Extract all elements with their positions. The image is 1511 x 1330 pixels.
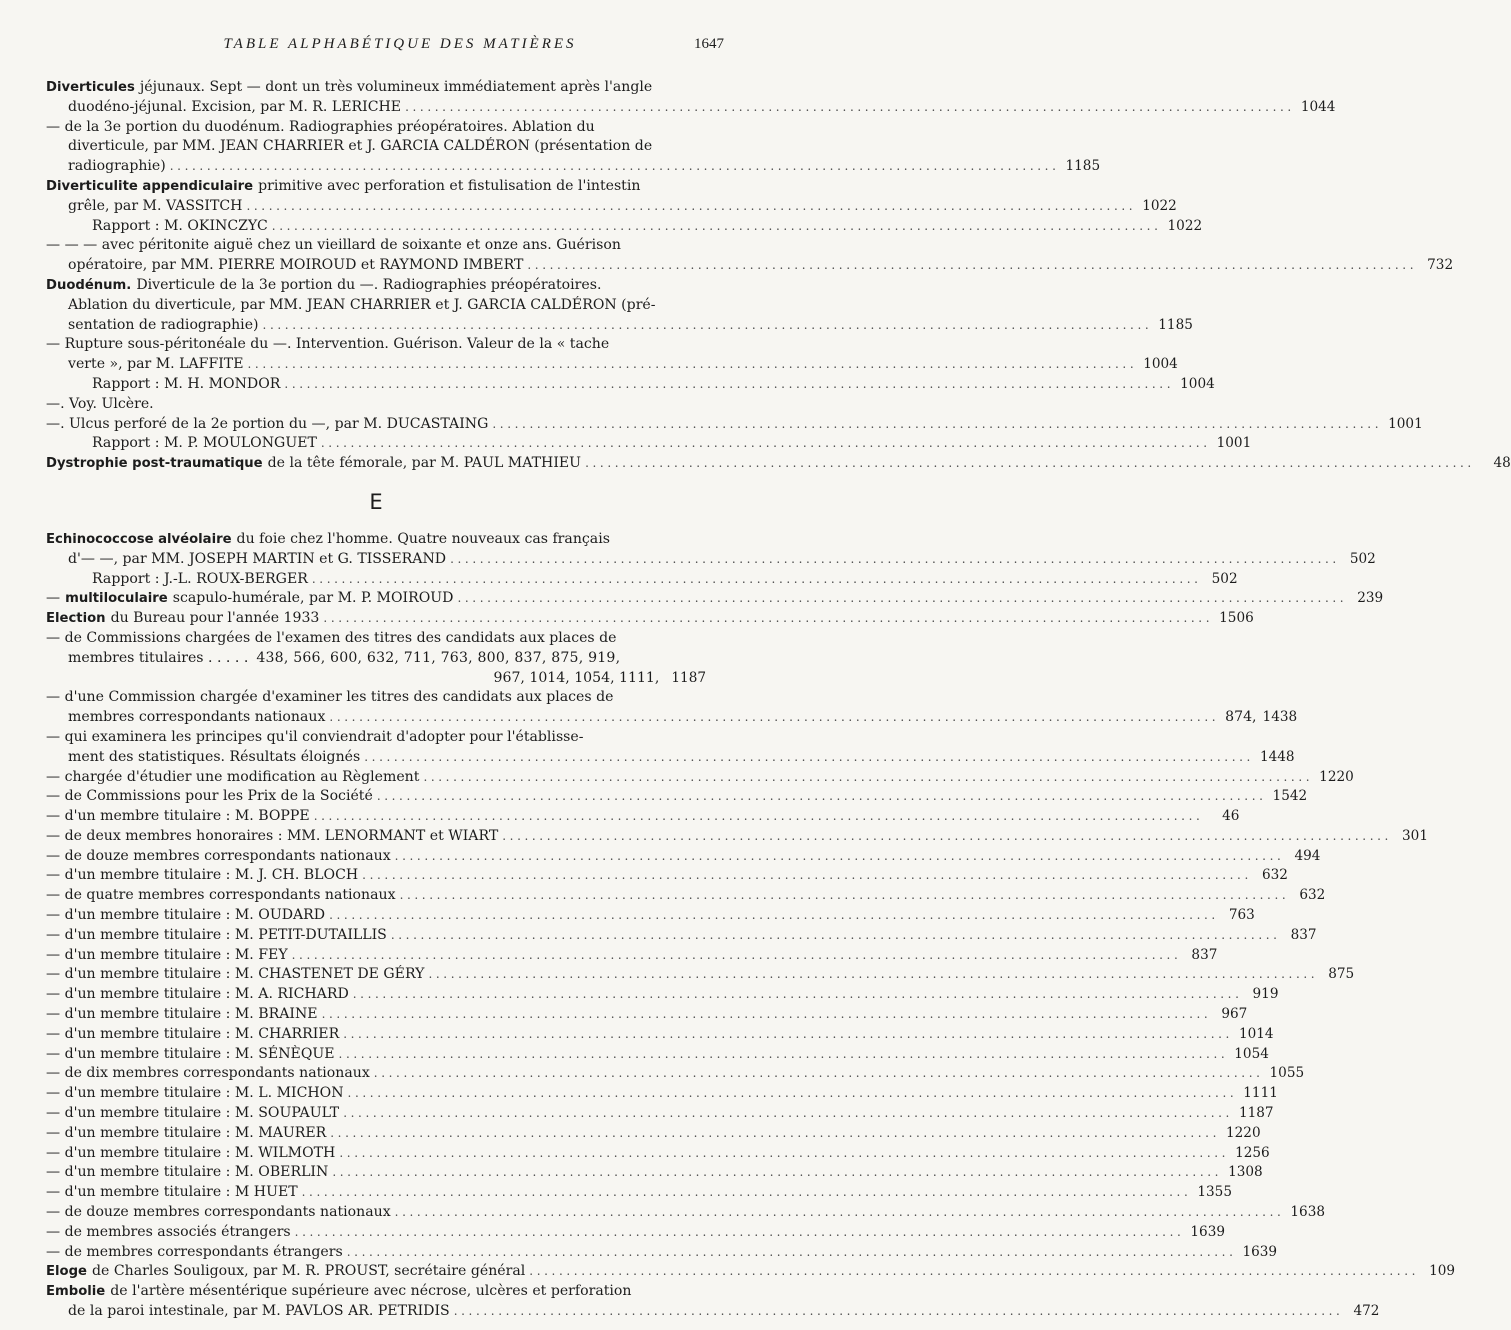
- page-reference: 1308: [1228, 1164, 1263, 1181]
- entry-text: — de quatre membres correspondants nationaux: [46, 887, 396, 904]
- entry-keyword: multiloculaire: [65, 591, 168, 607]
- page-reference: 875: [1328, 966, 1355, 983]
- entry-text: —: [46, 590, 61, 607]
- section-d-entries: [46, 78, 1511, 474]
- entry-text: — d'un membre titulaire : M. SOUPAULT: [46, 1105, 340, 1122]
- entry-text: — de membres correspondants étrangers: [46, 1243, 343, 1260]
- dot-leader: ........................................................................................................................: [364, 749, 1254, 764]
- entry-keyword: Election: [46, 611, 106, 627]
- index-line: [46, 886, 1326, 906]
- index-line: [46, 807, 1240, 827]
- index-line: [46, 1243, 1278, 1263]
- page-reference: 1638: [1290, 1204, 1326, 1221]
- page-reference: 919: [1252, 986, 1279, 1003]
- index-line: [46, 1144, 1270, 1164]
- page-reference: 1220: [1319, 768, 1354, 785]
- entry-text: duodéno-jéjunal. Excision, par M. R. LERICHE: [68, 98, 402, 115]
- entry-text: — d'un membre titulaire : M. A. RICHARD: [46, 986, 349, 1003]
- page-reference: 239: [1357, 590, 1384, 607]
- page-number: 1647: [694, 36, 724, 52]
- entry-text: diverticule, par MM. JEAN CHARRIER et J. GARCIA CALDÉRON (présentation de: [68, 138, 653, 155]
- index-line: [46, 1163, 1263, 1183]
- entry-keyword: Dystrophie post-traumatique: [46, 456, 263, 472]
- entry-text: — chargée d'étudier une modification au Règlement: [46, 768, 420, 785]
- dot-leader: ........................................................................................................................: [330, 1125, 1220, 1140]
- page-reference: 1542: [1272, 788, 1308, 805]
- entry-text: — d'un membre titulaire : M HUET: [46, 1184, 298, 1201]
- dot-leader: ........................................................................................................................: [332, 1165, 1223, 1180]
- dot-leader: ........................................................................................................................: [585, 456, 1475, 471]
- index-line: [46, 395, 706, 415]
- index-line: [46, 1045, 1269, 1065]
- entry-text: — d'un membre titulaire : M. OUDARD: [46, 907, 326, 924]
- entry-text: scapulo-humérale, par M. P. MOIROUD: [172, 590, 454, 607]
- entry-text: opératoire, par MM. PIERRE MOIROUD et RAYMOND IMBERT: [68, 257, 524, 274]
- index-line: [46, 1183, 1232, 1203]
- index-line: [46, 1025, 1274, 1045]
- index-line: [46, 946, 1218, 966]
- dot-leader: ........................................................................................................................: [291, 947, 1182, 962]
- dot-leader: ........................................................................................................................: [339, 1145, 1230, 1160]
- dot-leader: ........................................................................................................................: [262, 317, 1153, 332]
- index-line: [46, 1104, 1274, 1124]
- page-reference: 301: [1402, 827, 1428, 844]
- index-line: [46, 1005, 1248, 1025]
- entry-text: — d'un membre titulaire : M. BRAINE: [46, 1006, 318, 1023]
- page-reference: 632: [1299, 887, 1326, 904]
- page-reference: 1022: [1142, 197, 1177, 214]
- index-line: [46, 985, 1279, 1005]
- index-line: [46, 415, 1423, 435]
- page-reference: 632: [1261, 867, 1288, 884]
- entry-text: — de Commissions pour les Prix de la Société: [46, 788, 373, 805]
- entry-text: grêle, par M. VASSITCH: [68, 197, 243, 214]
- entry-text: Diverticule de la 3e portion du —. Radiographies préopératoires.: [136, 276, 602, 293]
- dot-leader: ........................................................................................................................: [453, 1304, 1344, 1319]
- index-line: [46, 256, 1454, 276]
- dot-leader: ........................................................................................................................: [373, 1066, 1264, 1081]
- dot-leader: ........................................................................................................................: [343, 1026, 1233, 1041]
- page-reference: 1001: [1216, 435, 1252, 452]
- index-line: [46, 335, 706, 355]
- index-line: [46, 1124, 1261, 1144]
- entry-text: — de Commissions chargées de l'examen des titres des candidats aux places de: [46, 629, 617, 646]
- entry-text: — de la 3e portion du duodénum. Radiographies préopératoires. Ablation du: [46, 118, 595, 135]
- page-reference: 1004: [1180, 375, 1215, 392]
- entry-text: membres titulaires . . . . .: [68, 649, 249, 666]
- dot-leader: ........................................................................................................................: [320, 436, 1211, 451]
- page-reference: 502: [1349, 550, 1376, 567]
- entry-text: —. Ulcus perforé de la 2e portion du —, par M. DUCASTAING: [46, 415, 489, 432]
- index-line: [46, 688, 706, 708]
- index-line: [46, 236, 706, 256]
- page-header: [0, 36, 800, 58]
- dot-leader: ........................................................................................................................: [492, 416, 1383, 431]
- index-line: [46, 276, 706, 296]
- page-reference: 1256: [1235, 1144, 1270, 1161]
- dot-leader: ........................................................................................................................: [362, 868, 1252, 883]
- index-line: [46, 1282, 706, 1302]
- entry-text: membres correspondants nationaux: [68, 709, 326, 726]
- page-reference: 1044: [1300, 98, 1336, 115]
- entry-text: — d'un membre titulaire : M. PETIT-DUTAILLIS: [46, 926, 387, 943]
- entry-text: — d'un membre titulaire : M. L. MICHON: [46, 1085, 344, 1102]
- index-line: [46, 1262, 1456, 1282]
- entry-text: — d'un membre titulaire : M. FEY: [46, 946, 288, 963]
- index-content: [46, 78, 1511, 1322]
- entry-text: Rapport : M. H. MONDOR: [92, 375, 281, 392]
- dot-leader: ........................................................................................................................: [450, 551, 1340, 566]
- dot-leader: ........................................................................................................................: [394, 848, 1285, 863]
- page-reference: 837: [1290, 926, 1317, 943]
- entry-text: Rapport : M. OKINCZYC: [92, 217, 268, 234]
- dot-leader: ........................................................................................................................: [394, 1205, 1285, 1220]
- section-e-entries: [46, 530, 1456, 1322]
- page-reference: 967: [1221, 1006, 1248, 1023]
- dot-leader: ........................................................................................................................: [321, 1007, 1212, 1022]
- dot-leader: ........................................................................................................................: [529, 1264, 1420, 1279]
- page-reference: 1220: [1226, 1124, 1261, 1141]
- index-line: [46, 177, 706, 197]
- entry-text: — de deux membres honoraires : MM. LENORMANT et WIART: [46, 827, 499, 844]
- entry-text: primitive avec perforation et fistulisation de l'intestin: [258, 177, 641, 194]
- section-letter-heading: E: [369, 489, 383, 514]
- page-reference: 1187: [1238, 1105, 1274, 1122]
- index-line: [46, 629, 706, 649]
- page-reference: 1055: [1269, 1065, 1305, 1082]
- entry-keyword: Eloge: [46, 1264, 87, 1280]
- page-reference: 1004: [1143, 356, 1178, 373]
- entry-text: — d'un membre titulaire : M. BOPPE: [46, 808, 310, 825]
- page-reference: 1014: [1238, 1025, 1274, 1042]
- index-line: [46, 550, 1376, 570]
- index-line: [46, 708, 1298, 728]
- page-reference: 1438: [1262, 709, 1298, 726]
- index-line: [46, 296, 706, 316]
- dot-leader: ........................................................................................................................: [376, 789, 1267, 804]
- page-list: 874,: [1225, 709, 1257, 726]
- index-line: [46, 454, 1511, 474]
- dot-leader: ........................................................................................................................: [346, 1244, 1237, 1259]
- entry-text: de Charles Souligoux, par M. R. PROUST, secrétaire général: [91, 1263, 526, 1280]
- entry-text: — d'un membre titulaire : M. MAURER: [46, 1124, 327, 1141]
- entry-text: — de douze membres correspondants nationaux: [46, 847, 391, 864]
- page-reference: 1185: [1158, 316, 1193, 333]
- entry-keyword: Echinococcose alvéolaire: [46, 531, 232, 547]
- entry-text: — de dix membres correspondants nationaux: [46, 1065, 370, 1082]
- entry-text: sentation de radiographie): [68, 316, 259, 333]
- dot-leader: ........................................................................................................................: [347, 1086, 1238, 1101]
- page-reference: 1506: [1219, 610, 1254, 627]
- entry-text: verte », par M. LAFFITE: [68, 356, 244, 373]
- index-line: [46, 355, 1178, 375]
- entry-keyword: Duodénum.: [46, 277, 132, 293]
- index-line: [46, 217, 1203, 237]
- entry-text: — d'un membre titulaire : M. J. CH. BLOCH: [46, 867, 359, 884]
- index-line: [46, 827, 1428, 847]
- entry-keyword: Embolie: [46, 1284, 106, 1300]
- entry-text: Rapport : M. P. MOULONGUET: [92, 435, 317, 452]
- entry-text: — d'un membre titulaire : M. OBERLIN: [46, 1164, 329, 1181]
- index-line: [46, 1302, 1380, 1322]
- page-reference: 837: [1191, 946, 1218, 963]
- entry-text: — d'un membre titulaire : M. CHARRIER: [46, 1025, 340, 1042]
- index-line: [46, 748, 1295, 768]
- dot-leader: ........................................................................................................................: [301, 1185, 1192, 1200]
- page-reference: 109: [1429, 1263, 1456, 1280]
- page-reference: 1022: [1167, 217, 1203, 234]
- index-line: [46, 98, 1336, 118]
- page-reference: 1001: [1388, 415, 1423, 432]
- entry-text: radiographie): [68, 158, 166, 175]
- dot-leader: ........................................................................................................................: [284, 376, 1175, 391]
- entry-text: d'— —, par MM. JOSEPH MARTIN et G. TISSERAND: [68, 550, 447, 567]
- index-line: [46, 787, 1308, 807]
- index-line: [46, 649, 706, 669]
- entry-text: — de membres associés étrangers: [46, 1223, 291, 1240]
- dot-leader: ........................................................................................................................: [405, 99, 1295, 114]
- entry-keyword: Diverticules: [46, 80, 135, 95]
- index-line: [46, 197, 1177, 217]
- index-line: [46, 1203, 1326, 1223]
- dot-leader: ........................................................................................................................: [343, 1106, 1233, 1121]
- index-line: [46, 768, 1354, 788]
- index-line: [46, 137, 706, 157]
- page-reference: 1187: [671, 669, 706, 686]
- index-line: [46, 1084, 1278, 1104]
- page-reference: 494: [1294, 847, 1321, 864]
- page-reference: 763: [1228, 907, 1255, 924]
- dot-leader: ........................................................................................................................: [457, 591, 1348, 606]
- dot-leader: ........................................................................................................................: [323, 611, 1214, 626]
- dot-leader: ........................................................................................................................: [247, 357, 1138, 372]
- dot-leader: ........................................................................................................................: [313, 809, 1204, 824]
- entry-text: de la tête fémorale, par M. PAUL MATHIEU: [267, 455, 582, 472]
- index-line: [46, 316, 1193, 336]
- entry-text: — — — avec péritonite aiguë chez un vieillard de soixante et onze ans. Guérison: [46, 237, 621, 254]
- index-line: [46, 866, 1288, 886]
- dot-leader: ........................................................................................................................: [502, 828, 1392, 843]
- entry-text: du foie chez l'homme. Quatre nouveaux cas français: [236, 530, 610, 547]
- dot-leader: ........................................................................................................................: [390, 927, 1281, 942]
- index-line: [46, 434, 1252, 454]
- page-reference: 1448: [1259, 748, 1295, 765]
- index-line: [46, 589, 1384, 609]
- dot-leader: ........................................................................................................................: [294, 1224, 1185, 1239]
- dot-leader: ........................................................................................................................: [329, 908, 1219, 923]
- page-reference: 1054: [1234, 1045, 1269, 1062]
- index-line: [46, 78, 706, 98]
- index-line: [46, 847, 1321, 867]
- entry-text: Rapport : J.-L. ROUX-BERGER: [92, 570, 308, 587]
- index-line: [46, 157, 1101, 177]
- index-line: [46, 609, 1254, 629]
- dot-leader: ........................................................................................................................: [329, 710, 1220, 725]
- page-reference: 48: [1493, 455, 1511, 472]
- index-line: [46, 118, 706, 138]
- index-line: [46, 375, 1215, 395]
- entry-text: de la paroi intestinale, par M. PAVLOS AR. PETRIDIS: [68, 1303, 450, 1320]
- entry-text: —. Voy. Ulcère.: [46, 395, 154, 412]
- entry-text: — d'un membre titulaire : M. CHASTENET DE GÉRY: [46, 966, 425, 983]
- page-reference: 1639: [1242, 1243, 1278, 1260]
- dot-leader: ........................................................................................................................: [169, 159, 1060, 174]
- dot-leader: ........................................................................................................................: [527, 258, 1418, 273]
- dot-leader: ........................................................................................................................: [399, 888, 1290, 903]
- running-title: TABLE ALPHABÉTIQUE DES MATIÈRES: [223, 36, 577, 52]
- index-line: [46, 530, 706, 550]
- index-line: [46, 570, 1238, 590]
- entry-text: — Rupture sous-péritonéale du —. Intervention. Guérison. Valeur de la « tache: [46, 336, 610, 353]
- index-line: [46, 1064, 1305, 1084]
- page-reference: 732: [1427, 257, 1454, 274]
- dot-leader: ........................................................................................................................: [271, 218, 1162, 233]
- dot-leader: ........................................................................................................................: [246, 198, 1137, 213]
- page-reference: 1111: [1243, 1085, 1278, 1102]
- page-reference: 502: [1211, 570, 1238, 587]
- dot-leader: ........................................................................................................................: [311, 571, 1202, 586]
- entry-text: du Bureau pour l'année 1933: [110, 610, 320, 627]
- entry-text: de l'artère mésentérique supérieure avec nécrose, ulcères et perforation: [110, 1283, 632, 1300]
- entry-text: — qui examinera les principes qu'il conviendrait d'adopter pour l'établisse-: [46, 728, 584, 745]
- index-line: [46, 926, 1317, 946]
- index-line: [46, 906, 1255, 926]
- entry-text: — de douze membres correspondants nationaux: [46, 1204, 391, 1221]
- entry-text: — d'une Commission chargée d'examiner les titres des candidats aux places de: [46, 689, 614, 706]
- page-list: 438, 566, 600, 632, 711, 763, 800, 837, 875, 919,: [256, 649, 621, 666]
- page-reference: 1185: [1065, 158, 1101, 175]
- entry-text: Ablation du diverticule, par MM. JEAN CHARRIER et J. GARCIA CALDÉRON (pré-: [68, 296, 656, 313]
- entry-text: ment des statistiques. Résultats éloignés: [68, 748, 361, 765]
- page-reference: 1639: [1190, 1223, 1226, 1240]
- index-line: [46, 1223, 1226, 1243]
- entry-text: — d'un membre titulaire : M. WILMOTH: [46, 1144, 336, 1161]
- entry-text: jéjunaux. Sept — dont un très volumineux immédiatement après l'angle: [139, 79, 653, 95]
- page-reference: 1355: [1197, 1184, 1232, 1201]
- dot-leader: ........................................................................................................................: [423, 769, 1314, 784]
- index-line: [46, 728, 706, 748]
- entry-keyword: Diverticulite appendiculaire: [46, 178, 254, 194]
- entry-text: — d'un membre titulaire : M. SÉNÈQUE: [46, 1045, 335, 1062]
- page-reference: 46: [1222, 808, 1240, 825]
- index-line: [46, 965, 1355, 985]
- dot-leader: ........................................................................................................................: [352, 987, 1243, 1002]
- index-line: [46, 669, 706, 689]
- page-reference: 472: [1353, 1303, 1380, 1320]
- dot-leader: ........................................................................................................................: [428, 967, 1319, 982]
- page-list: 967, 1014, 1054, 1111,: [493, 669, 660, 686]
- dot-leader: ........................................................................................................................: [338, 1046, 1229, 1061]
